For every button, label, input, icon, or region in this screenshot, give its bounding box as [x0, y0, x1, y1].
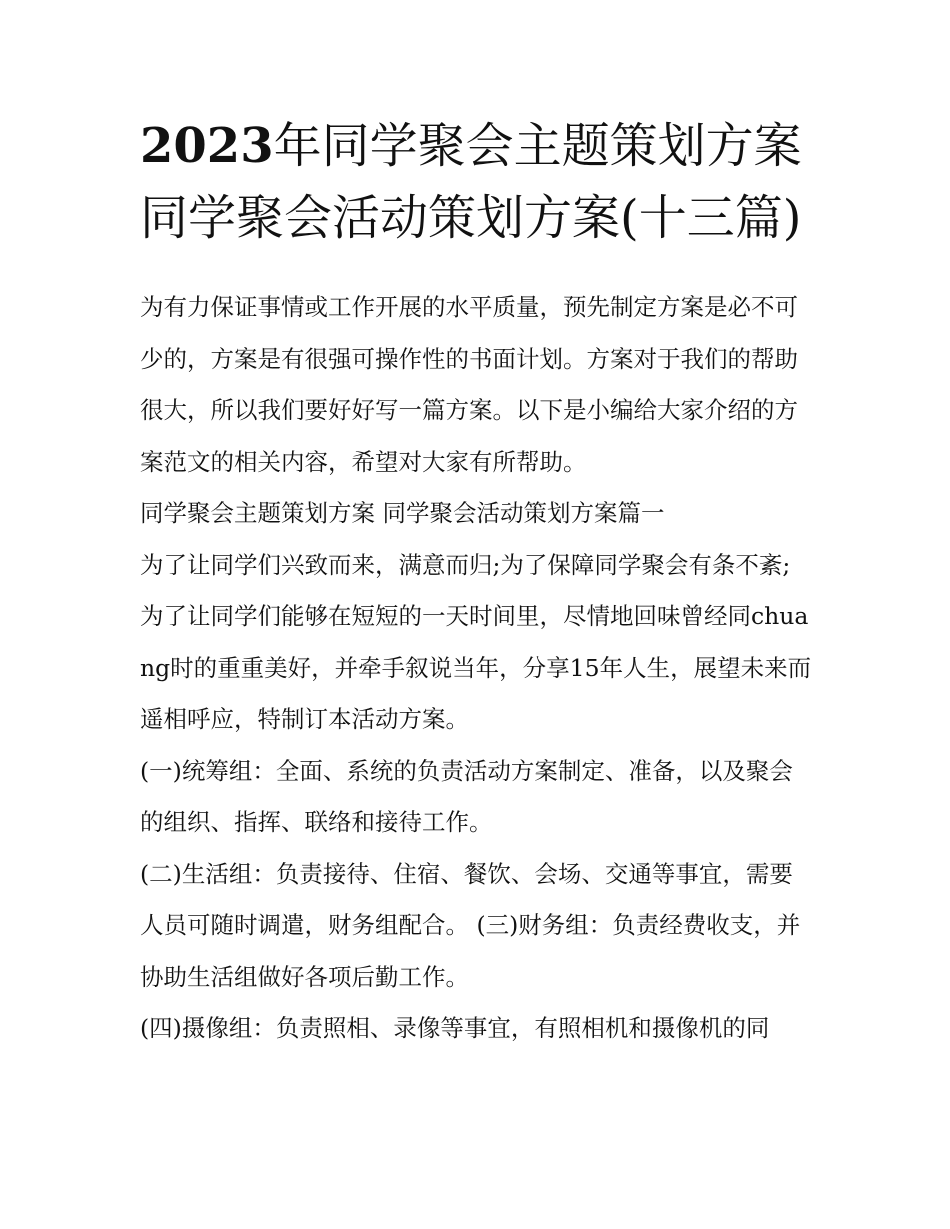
body-paragraph: (二)生活组：负责接待、住宿、餐饮、会场、交通等事宜，需要人员可随时调遣，财务组配合。 (三)财务组：负责经费收支，并协助生活组做好各项后勤工作。 — [140, 859, 801, 991]
section-heading: 同学聚会主题策划方案 同学聚会活动策划方案篇一 — [140, 499, 665, 527]
body-paragraph: (四)摄像组：负责照相、录像等事宜，有照相机和摄像机的同 — [140, 1014, 770, 1042]
title-text: 年同学聚会主题策划方案 同学聚会活动策划方案(十三篇) — [140, 118, 802, 246]
title-year: 2023 — [140, 118, 274, 174]
body-paragraph: 为了让同学们兴致而来，满意而归;为了保障同学聚会有条不紊;为了让同学们能够在短短的一天时间里，尽情地回味曾经同chuang时的重重美好，并牵手叙说当年，分享15年人生，展望未来而遥相呼应，特制订本活动方案。 — [140, 550, 812, 733]
document-title — [140, 110, 812, 254]
intro-paragraph: 为有力保证事情或工作开展的水平质量，预先制定方案是必不可少的，方案是有很强可操作性的书面计划。方案对于我们的帮助很大，所以我们要好好写一篇方案。以下是小编给大家介绍的方案范文的相关内容，希望对大家有所帮助。 — [140, 293, 798, 476]
document-page — [140, 110, 812, 1055]
body-paragraph: (一)统筹组：全面、系统的负责活动方案制定、准备，以及聚会的组织、指挥、联络和接待工作。 — [140, 756, 793, 836]
